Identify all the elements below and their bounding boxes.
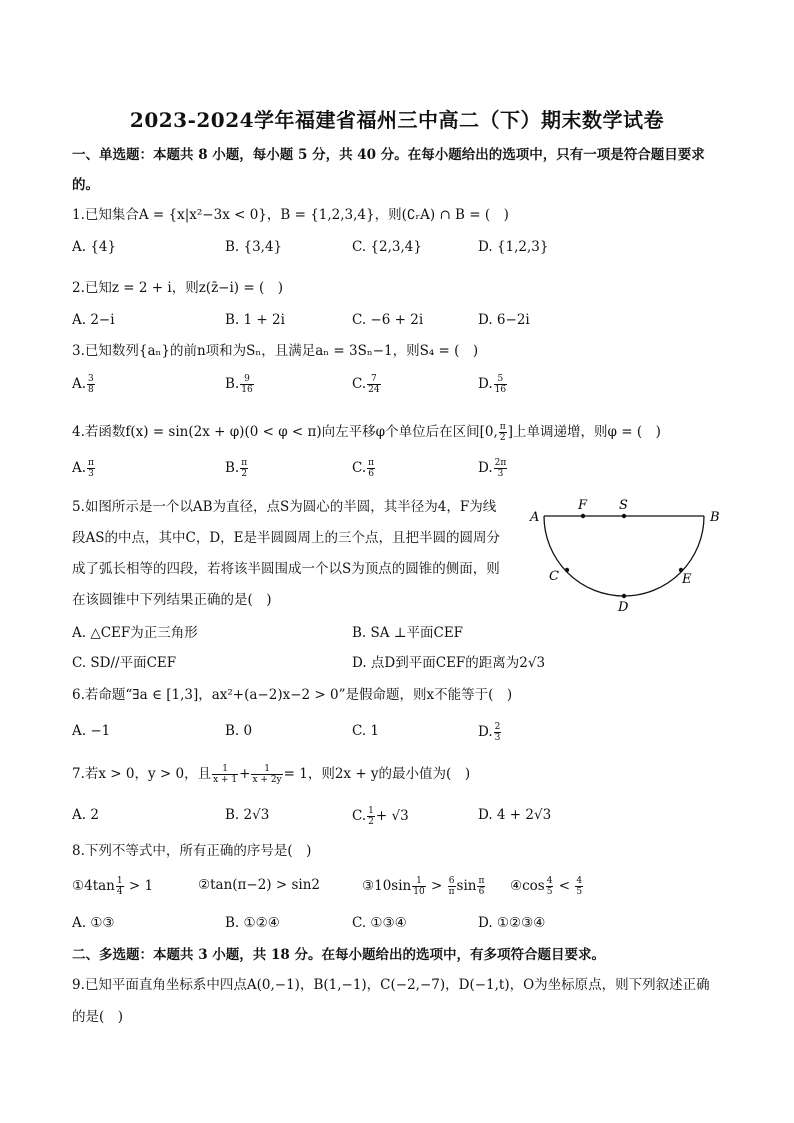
- q1-option-b: B. {3,4}: [225, 239, 283, 255]
- q8-ineq-3: ③10sin $\frac{1}{10}$ > $\frac{6}{\pi}$ sin $\frac{\pi}{6}$: [362, 876, 485, 897]
- q1-text: 1.已知集合A = {x|x²−3x < 0}，B = {1,2,3,4}，则(∁ᵣA) ∩ B = ( ): [72, 207, 509, 223]
- label-a: A: [530, 510, 540, 525]
- label-e: E: [682, 572, 692, 587]
- label-s: S: [619, 498, 628, 513]
- q5-option-b: B. SA ⊥平面CEF: [352, 625, 464, 641]
- q8-ineq-2: ②tan(π−2) > sin2: [198, 877, 321, 893]
- q4-option-d: D. $\frac{2\pi}{3}$: [478, 458, 507, 479]
- section2-heading: 二、多选题：本题共 3 小题，共 18 分。在每小题给出的选项中，有多项符合题目要求。: [72, 947, 605, 963]
- q1-option-a: A. {4}: [72, 239, 117, 255]
- q7-text: 7.若x > 0，y > 0，且 $\frac{1}{x + 1}$ + $\frac{1}{x + 2y}$ = 1，则2x + y的最小值为( ): [72, 764, 471, 785]
- q4-option-c: C. $\frac{\pi}{6}$: [352, 458, 375, 479]
- q6-option-a: A. −1: [72, 723, 111, 739]
- q4-option-b: B. $\frac{\pi}{2}$: [225, 458, 248, 479]
- q3-text: 3.已知数列{aₙ}的前n项和为Sₙ，且满足aₙ = 3Sₙ−1，则S₄ = ( ): [72, 343, 479, 359]
- q6-option-d: D. $\frac{2}{3}$: [478, 722, 501, 743]
- q1-option-c: C. {2,3,4}: [352, 239, 422, 255]
- section1-heading-cont: 的。: [72, 177, 99, 193]
- q7-option-d: D. 4 + 2√3: [478, 807, 552, 823]
- q3-option-b: B. $\frac{9}{16}$: [225, 374, 253, 395]
- q5-option-d: D. 点D到平面CEF的距离为2√3: [352, 655, 546, 671]
- q8-option-d: D. ①②③④: [478, 915, 546, 931]
- q2-option-d: D. 6−2i: [478, 312, 530, 328]
- q2-option-c: C. −6 + 2i: [352, 312, 424, 328]
- q2-option-b: B. 1 + 2i: [225, 312, 285, 328]
- label-c: C: [549, 569, 559, 584]
- q8-option-c: C. ①③④: [352, 915, 407, 931]
- q5-line-2: 段AS的中点，其中C，D，E是半圆圆周上的三个点，且把半圆的圆周分: [72, 530, 501, 546]
- semicircle-figure: [522, 494, 732, 614]
- q7-option-a: A. 2: [72, 807, 99, 823]
- q9-line-1: 9.已知平面直角坐标系中四点A(0,−1)，B(1,−1)，C(−2,−7)，D(−1,t)，O为坐标原点，则下列叙述正确: [72, 977, 710, 993]
- q3-option-a: A. $\frac{3}{8}$: [72, 374, 94, 395]
- point-d: [622, 594, 626, 598]
- q4-option-a: A. $\frac{\pi}{3}$: [72, 458, 94, 479]
- q1-option-d: D. {1,2,3}: [478, 239, 549, 255]
- label-b: B: [710, 510, 720, 525]
- q5-option-c: C. SD//平面CEF: [72, 655, 177, 671]
- q8-ineq-1: ①4tan $\frac{1}{4}$ > 1: [72, 876, 154, 897]
- q7-option-b: B. 2√3: [225, 807, 270, 823]
- q6-text: 6.若命题“∃a ∈ [1,3]，ax²+(a−2)x−2 > 0”是假命题，则x不能等于( ): [72, 687, 513, 703]
- q8-ineq-4: ④cos $\frac{4}{5}$ < $\frac{4}{5}$: [510, 876, 583, 897]
- q8-option-a: A. ①③: [72, 915, 115, 931]
- label-f: F: [578, 498, 588, 513]
- point-c: [565, 568, 569, 572]
- q2-text: 2.已知z = 2 + i，则z(z̄−i) = ( ): [72, 280, 284, 296]
- q3-option-d: D. $\frac{5}{16}$: [478, 374, 507, 395]
- q8-option-b: B. ①②④: [225, 915, 280, 931]
- label-d: D: [618, 600, 629, 614]
- point-f: [581, 514, 585, 518]
- q5-line-4: 在该圆锥中下列结果正确的是( ): [72, 592, 272, 608]
- semicircle-arc: [544, 516, 704, 596]
- q7-option-c: C. $\frac{1}{2}$ + √3: [352, 806, 409, 827]
- q5-line-3: 成了弧长相等的四段，若将该半圆围成一个以S为顶点的圆锥的侧面，则: [72, 561, 500, 577]
- q4-text: 4.若函数f(x) = sin(2x + φ)(0 < φ < π)向左平移φ个单位后在区间[0, $\frac{\pi}{2}$ ]上单调递增，则φ = ( ): [72, 422, 661, 443]
- exam-title: 2023-2024学年福建省福州三中高二（下）期末数学试卷: [129, 108, 665, 132]
- q6-option-b: B. 0: [225, 723, 253, 739]
- q2-option-a: A. 2−i: [72, 312, 115, 328]
- point-s: [622, 514, 626, 518]
- q9-line-2: 的是( ): [72, 1009, 124, 1025]
- q6-option-c: C. 1: [352, 723, 380, 739]
- q3-option-c: C. $\frac{7}{24}$: [352, 374, 380, 395]
- q5-line-1: 5.如图所示是一个以AB为直径，点S为圆心的半圆，其半径为4，F为线: [72, 499, 497, 515]
- section1-heading: 一、单选题：本题共 8 小题，每小题 5 分，共 40 分。在每小题给出的选项中，只有一项是符合题目要求: [72, 147, 705, 163]
- q8-text: 8.下列不等式中，所有正确的序号是( ): [72, 843, 312, 859]
- q5-option-a: A. △CEF为正三角形: [72, 625, 198, 641]
